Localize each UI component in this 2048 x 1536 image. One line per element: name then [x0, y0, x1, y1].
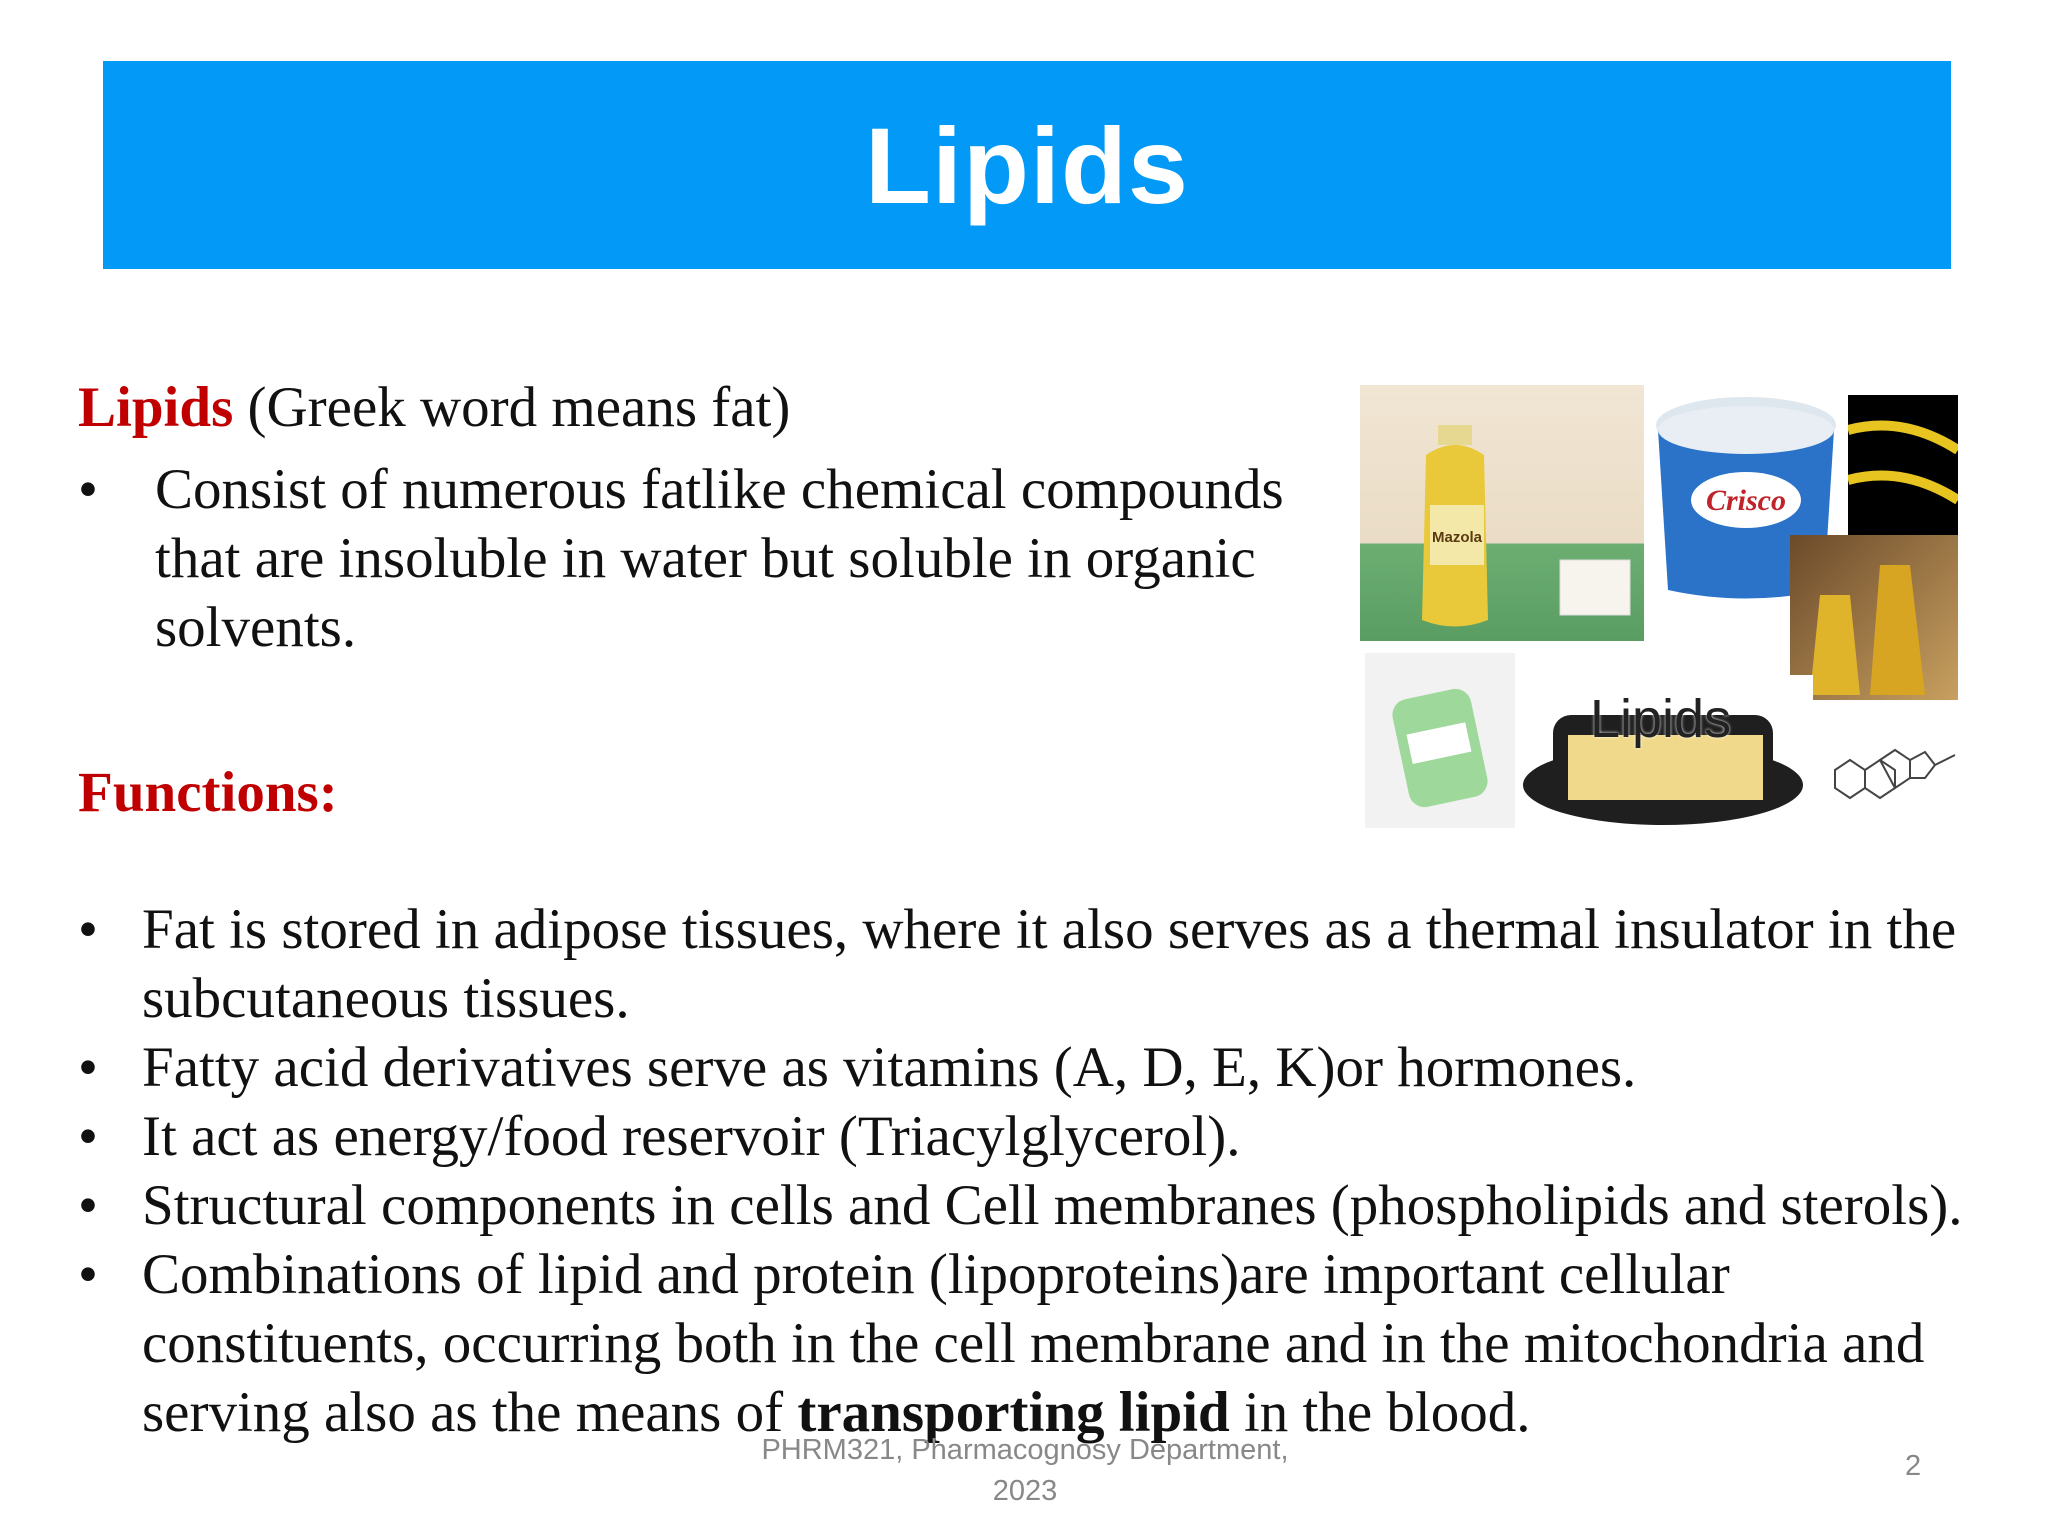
- function-text: Fat is stored in adipose tissues, where it also serves as a thermal insulator in the subcutaneous tissues.: [142, 898, 1957, 1030]
- steroid-structure-image: [1815, 700, 1960, 820]
- footer-line-1: PHRM321, Pharmacognosy Department,: [761, 1434, 1289, 1466]
- crisco-brand-text: Crisco: [1705, 484, 1787, 517]
- footer-line-2: 2023: [992, 1475, 1058, 1507]
- function-text: Structural components in cells and Cell membranes (phospholipids and sterols).: [142, 1174, 1963, 1237]
- function-text: [142, 1240, 1978, 1447]
- intro-definition: (Greek word means fat): [233, 376, 791, 439]
- bullet-icon: •: [78, 458, 98, 521]
- function-text-part: Combinations of lipid and protein (lipoproteins)are important cellular constituents, occurring both in the cell membrane and in the mitochondria and serving also as the means of: [142, 1243, 1925, 1444]
- collage-lipids-label: Lipids: [1590, 689, 1732, 749]
- function-text-part: in the blood.: [1229, 1381, 1531, 1444]
- membrane-image: [1848, 395, 1958, 535]
- intro-bullet-text: Consist of numerous fatlike chemical compounds that are insoluble in water but soluble in organic solvents.: [155, 458, 1284, 659]
- intro-bullet: [78, 455, 1308, 662]
- function-item: [78, 1033, 1978, 1102]
- mazola-brand-text: Mazola: [1431, 529, 1483, 546]
- function-text: It act as energy/food reservoir (Triacylglycerol).: [142, 1105, 1241, 1168]
- bullet-icon: •: [78, 1036, 98, 1099]
- slide-title: Lipids: [865, 104, 1189, 226]
- oil-bottle-icon: [1360, 385, 1644, 641]
- intro-heading: [78, 375, 790, 440]
- title-banner: [103, 61, 1951, 269]
- function-text: Fatty acid derivatives serve as vitamins (A, D, E, K)or hormones.: [142, 1036, 1637, 1099]
- function-item: [78, 1102, 1978, 1171]
- function-item: [78, 1171, 2028, 1240]
- bullet-icon: •: [78, 1105, 98, 1168]
- bullet-icon: •: [78, 898, 98, 961]
- bullet-icon: •: [78, 1243, 98, 1306]
- footer-text: [720, 1430, 1330, 1512]
- oil-bottle-photo: [1360, 385, 1644, 641]
- function-item: [78, 895, 1978, 1033]
- page-number: 2: [1905, 1450, 1922, 1482]
- intro-term: Lipids: [78, 376, 234, 439]
- soap-photo: [1365, 653, 1515, 828]
- oil-bottles-photo: [1790, 535, 1958, 700]
- function-text-bold: transporting lipid: [797, 1381, 1230, 1444]
- functions-heading: Functions:: [78, 761, 338, 824]
- lipid-collage-image: [1360, 385, 1960, 835]
- bullet-icon: •: [78, 1174, 98, 1237]
- function-item: [78, 1240, 1978, 1447]
